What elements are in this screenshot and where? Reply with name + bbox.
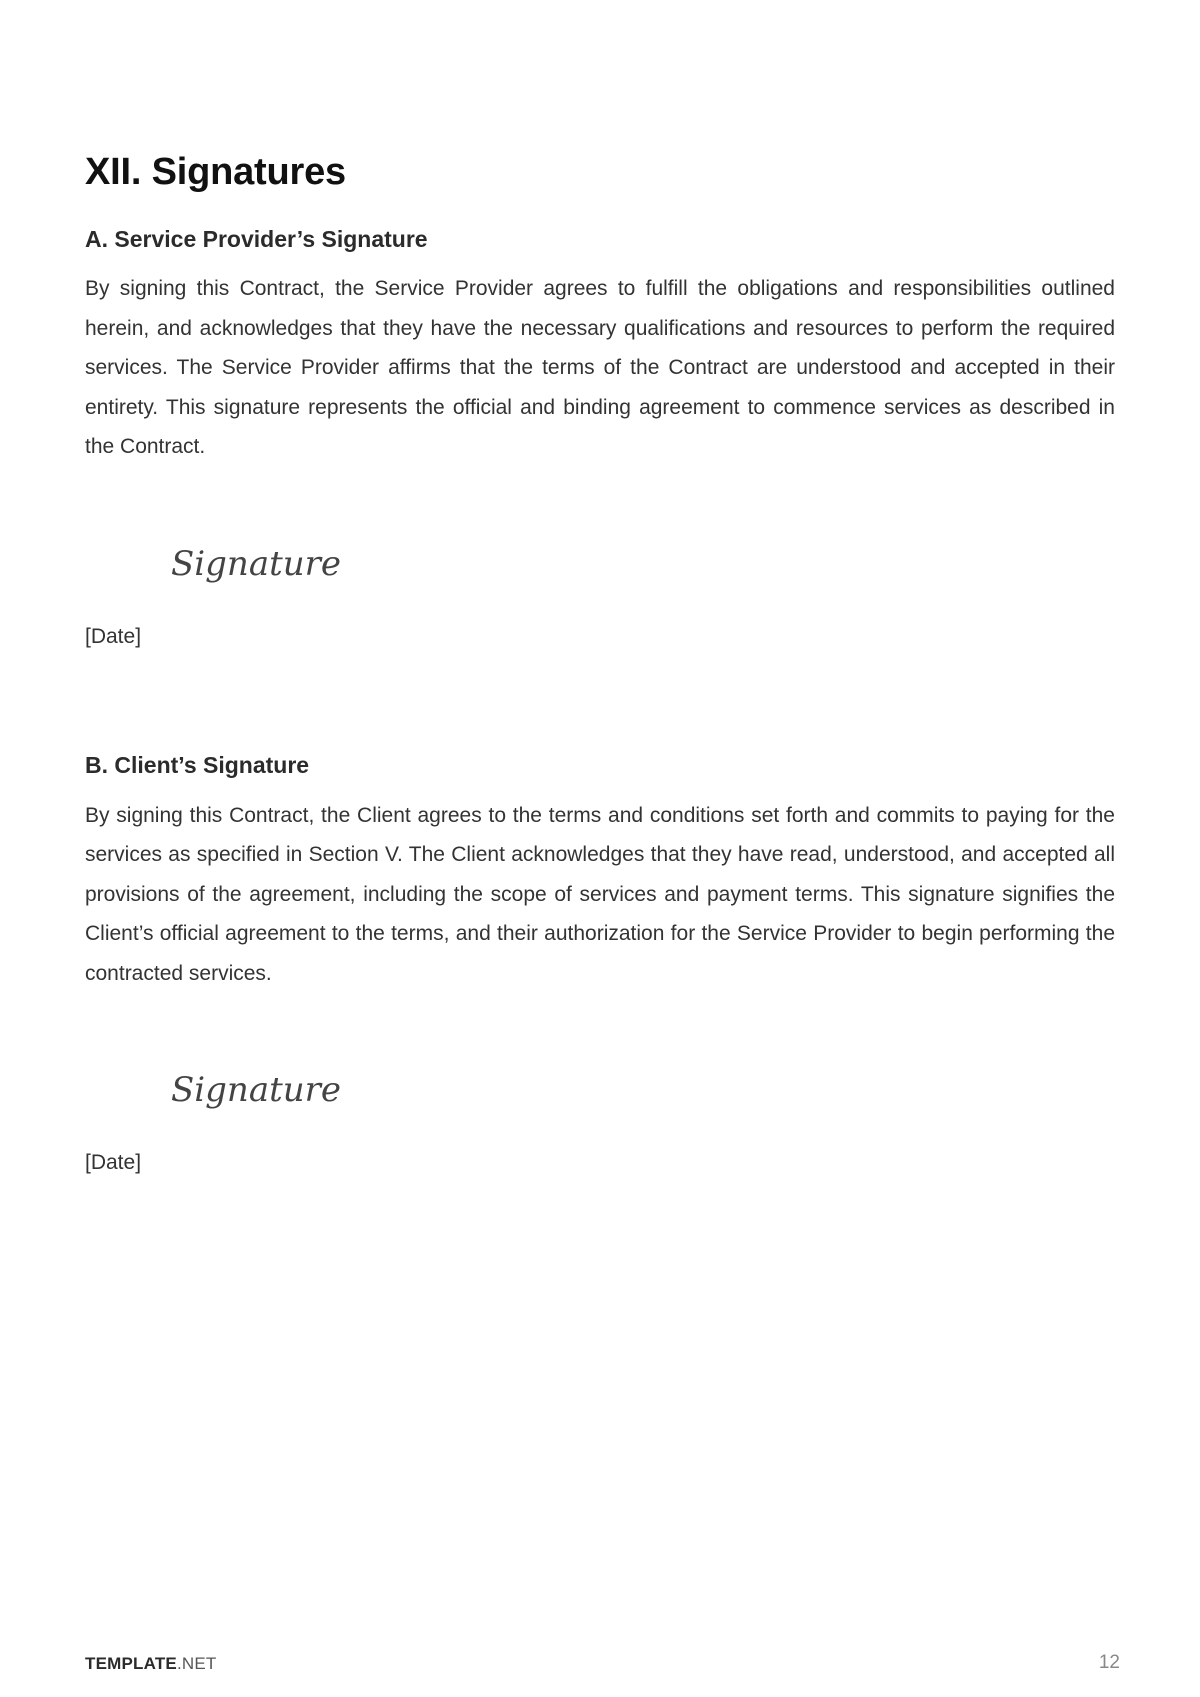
service-provider-signature-block bbox=[85, 539, 1115, 659]
section-b-title: B. Client’s Signature bbox=[85, 751, 310, 778]
section-a-title: A. Service Provider’s Signature bbox=[85, 225, 428, 252]
signature-script-text: Signature bbox=[171, 543, 342, 584]
client-signature-block bbox=[85, 1065, 1115, 1185]
section-b-body: By signing this Contract, the Client agrees to the terms and conditions set forth and commits to paying for the services as specified in Section V. The Client acknowledges that they have read, understood, and accepted all provisions of the agreement, including the scope of services and payment terms. This signature signifies the Client’s official agreement to the terms, and their authorization for the Service Provider to begin performing the contracted services. bbox=[85, 803, 1115, 985]
section-a-body: By signing this Contract, the Service Provider agrees to fulfill the obligations and responsibilities outlined herein, and acknowledges that they have the necessary qualifications and resources to perform the required services. The Service Provider affirms that the terms of the Contract are understood and accepted in their entirety. This signature represents the official and binding agreement to commence services as described in the Contract. bbox=[85, 277, 1115, 459]
page-title: XII. Signatures bbox=[85, 151, 346, 193]
template-net-logo bbox=[85, 1654, 216, 1674]
signature-script-text: Signature bbox=[171, 1070, 342, 1111]
logo-bold-text: TEMPLATE bbox=[85, 1654, 177, 1673]
service-provider-signature-image bbox=[169, 539, 342, 589]
service-provider-date: [Date] bbox=[85, 624, 142, 648]
page-content bbox=[85, 150, 1115, 1185]
client-signature-image bbox=[169, 1065, 342, 1115]
logo-light-text: .NET bbox=[176, 1654, 217, 1673]
client-date: [Date] bbox=[85, 1151, 142, 1175]
page-number: 12 bbox=[1098, 1652, 1120, 1673]
